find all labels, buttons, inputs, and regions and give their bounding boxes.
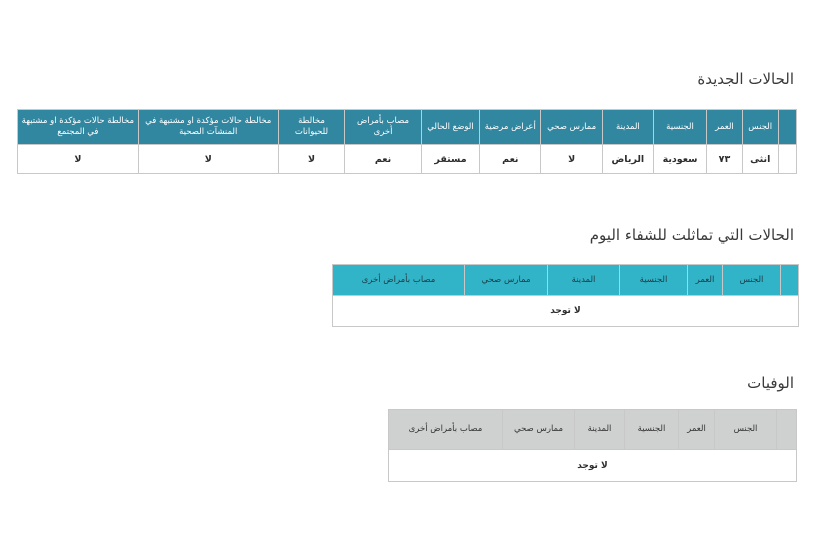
column-header-city: المدينة: [575, 410, 625, 450]
column-header-gender: الجنس: [723, 265, 781, 296]
column-header-city: المدينة: [548, 265, 620, 296]
table-header-row: [333, 265, 799, 296]
column-header-other-diseases: مصاب بأمراض أخرى: [333, 265, 465, 296]
column-header-city: المدينة: [602, 110, 653, 145]
table-header-row: [389, 410, 797, 450]
column-header-age: العمر: [688, 265, 723, 296]
table-cell: نعم: [345, 145, 422, 174]
column-header-other-diseases: مصاب بأمراض أخرى: [389, 410, 503, 450]
table-cell: مستقر: [421, 145, 479, 174]
table-cell: ٧٣: [707, 145, 743, 174]
column-header-other-diseases: مصاب بأمراض أخرى: [345, 110, 422, 145]
column-header-age: العمر: [679, 410, 715, 450]
empty-message: لا توجد: [333, 296, 799, 327]
column-header: [781, 265, 799, 296]
column-header-nationality: الجنسية: [653, 110, 706, 145]
column-header-symptoms: أعراض مرضية: [480, 110, 541, 145]
table-cell: لا: [138, 145, 278, 174]
table-row: [389, 450, 797, 482]
deaths-table: [388, 409, 797, 482]
column-header: [777, 410, 797, 450]
column-header-nationality: الجنسية: [625, 410, 679, 450]
table-row: [333, 296, 799, 327]
deaths-title: الوفيات: [747, 374, 794, 392]
column-header-animal-contact: مخالطة للحيوانات: [278, 110, 344, 145]
table-cell: لا: [18, 145, 139, 174]
new-cases-title: الحالات الجديدة: [697, 70, 794, 88]
table-cell: [778, 145, 796, 174]
column-header-health-worker: ممارس صحي: [541, 110, 602, 145]
column-header-health-worker: ممارس صحي: [465, 265, 548, 296]
table-cell: سعودية: [653, 145, 706, 174]
table-cell: لا: [278, 145, 344, 174]
column-header: [778, 110, 796, 145]
table-cell: الرياض: [602, 145, 653, 174]
recovered-table: [332, 264, 799, 327]
table-cell: انثى: [742, 145, 778, 174]
table-cell: لا: [541, 145, 602, 174]
column-header-community-contact: مخالطة حالات مؤكدة او مشتبهة في المجتمع: [18, 110, 139, 145]
column-header-facility-contact: مخالطة حالات مؤكدة او مشتبهة في المنشآت الصحية: [138, 110, 278, 145]
column-header-age: العمر: [707, 110, 743, 145]
column-header-health-worker: ممارس صحي: [503, 410, 575, 450]
recovered-title: الحالات التي تماثلت للشفاء اليوم: [589, 226, 794, 244]
column-header-nationality: الجنسية: [620, 265, 688, 296]
table-row: [18, 145, 797, 174]
column-header-status: الوضع الحالي: [421, 110, 479, 145]
column-header-gender: الجنس: [742, 110, 778, 145]
table-cell: نعم: [480, 145, 541, 174]
table-header-row: [18, 110, 797, 145]
new-cases-table: [17, 109, 797, 174]
empty-message: لا توجد: [389, 450, 797, 482]
column-header-gender: الجنس: [715, 410, 777, 450]
